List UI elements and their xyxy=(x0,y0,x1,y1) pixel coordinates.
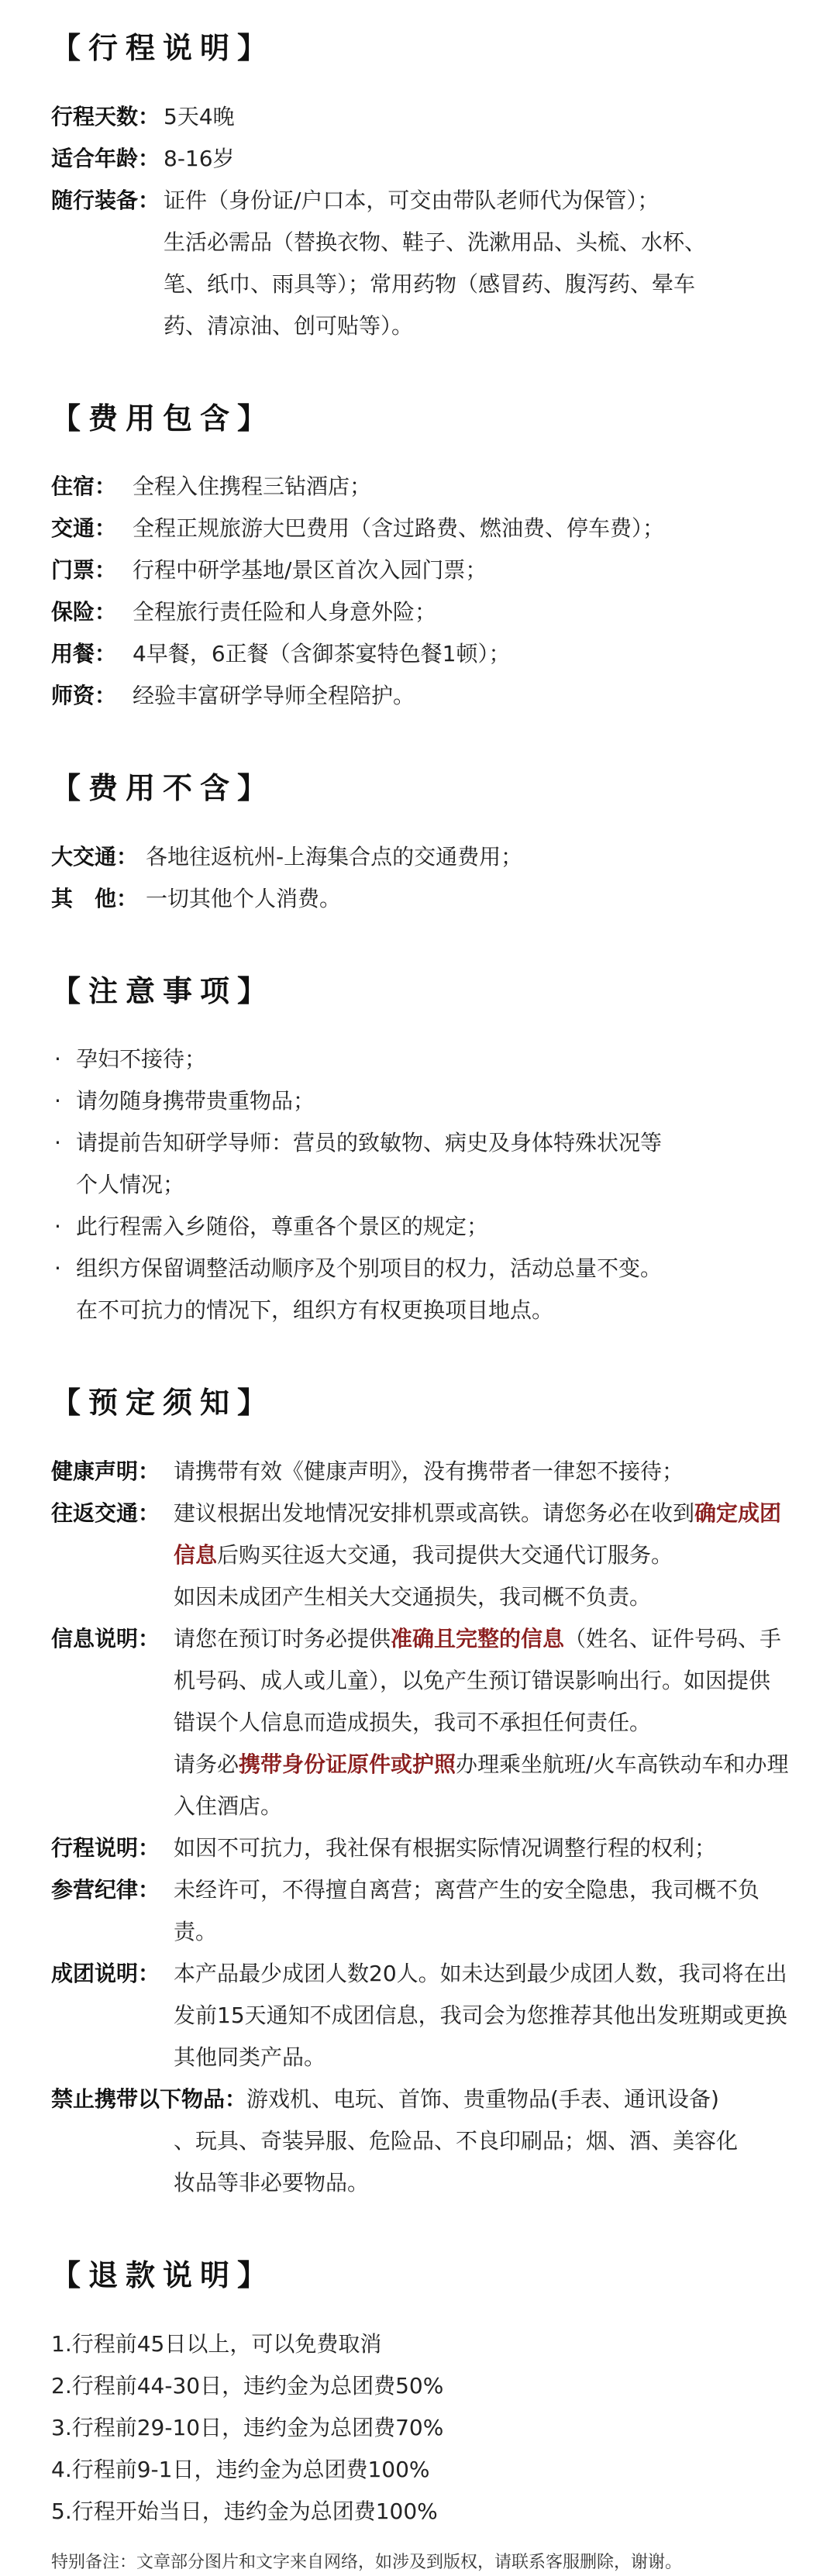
gear-line: 证件（身份证/户口本，可交由带队老师代为保管）； xyxy=(164,187,660,213)
included-row xyxy=(51,591,790,633)
info-highlight: 准确且完整的信息 xyxy=(391,1625,565,1651)
included-label: 用餐： xyxy=(51,641,117,667)
refund-item: 2.行程前44-30日，违约金为总团费50% xyxy=(51,2372,444,2399)
included-row xyxy=(51,549,790,591)
gear-row xyxy=(51,180,790,347)
included-label: 保险： xyxy=(51,599,117,625)
info-text: 请务必 xyxy=(174,1751,239,1777)
transport-value xyxy=(174,1493,790,1618)
gear-line: 笔、纸巾、雨具等）；常用药物（感冒药、腹泻药、晕车 xyxy=(164,270,696,297)
days-row xyxy=(51,96,790,138)
booking-heading: 【预定须知】 xyxy=(51,1386,275,1421)
refund-item: 1.行程前45日以上，可以免费取消 xyxy=(51,2330,382,2357)
note-line: 此行程需入乡随俗，尊重各个景区的规定； xyxy=(76,1214,489,1240)
included-label: 交通： xyxy=(51,515,117,542)
refund-item: 5.行程开始当日，违约金为总团费100% xyxy=(51,2498,438,2524)
info-row-2 xyxy=(51,1744,790,1827)
days-label: 行程天数： xyxy=(51,103,160,129)
info-row xyxy=(51,1618,790,1744)
note-line: 请提前告知研学导师：营员的致敏物、病史及身体特殊状况等 xyxy=(76,1130,663,1156)
included-value: 全程旅行责任险和人身意外险； xyxy=(133,599,437,625)
transport-row xyxy=(51,1493,790,1618)
banned-row-3 xyxy=(51,2162,790,2204)
included-value: 全程入住携程三钻酒店； xyxy=(133,474,372,500)
excluded-heading: 【费用不含】 xyxy=(51,771,275,806)
note-item xyxy=(51,1122,790,1206)
excluded-label: 其 他： xyxy=(51,885,139,911)
notes-section xyxy=(51,974,790,1332)
camp-label: 参营纪律： xyxy=(51,1876,160,1903)
transport-label: 往返交通： xyxy=(51,1500,160,1526)
included-section xyxy=(51,401,790,718)
gear-line: 生活必需品（替换衣物、鞋子、洗漱用品、头梳、水杯、 xyxy=(164,229,707,255)
info-text: 请您在预订时务必提供 xyxy=(174,1625,391,1651)
note-line: 在不可抗力的情况下，组织方有权更换项目地点。 xyxy=(76,1297,554,1324)
excluded-value: 一切其他个人消费。 xyxy=(146,885,342,911)
excluded-value: 各地往返杭州-上海集合点的交通费用； xyxy=(146,843,523,870)
health-label: 健康声明： xyxy=(51,1458,160,1484)
footnote: 特别备注：文章部分图片和文字来自网络，如涉及到版权，请联系客服删除，谢谢。 xyxy=(51,2552,683,2572)
trip-label: 行程说明： xyxy=(51,1834,160,1861)
banned-row xyxy=(51,2078,790,2120)
included-value: 经验丰富研学导师全程陪护。 xyxy=(133,683,415,709)
note-line: 孕妇不接待； xyxy=(76,1046,207,1073)
included-label: 师资： xyxy=(51,683,117,709)
health-row xyxy=(51,1451,790,1493)
age-row xyxy=(51,138,790,180)
refund-item: 3.行程前29-10日，违约金为总团费70% xyxy=(51,2414,444,2440)
included-label: 住宿： xyxy=(51,474,117,500)
trip-value: 如因不可抗力，我社保有根据实际情况调整行程的权利； xyxy=(174,1834,717,1861)
included-row xyxy=(51,675,790,717)
bullet-dot: · xyxy=(54,1214,61,1240)
excluded-label: 大交通： xyxy=(51,843,139,870)
included-heading: 【费用包含】 xyxy=(51,401,275,436)
excluded-section xyxy=(51,771,790,920)
refund-item: 4.行程前9-1日，违约金为总团费100% xyxy=(51,2456,430,2482)
group-value: 本产品最少成团人数20人。如未达到最少成团人数，我司将在出发前15天通知不成团信息，我司会为您推荐其他出发班期或更换其他同类产品。 xyxy=(174,1960,787,2070)
banned-label: 禁止携带以下物品： xyxy=(51,2085,247,2112)
info-value-2 xyxy=(174,1744,790,1827)
refund-section xyxy=(51,2258,790,2576)
transport-highlight: 确定成团信息 xyxy=(174,1500,782,1568)
excluded-row xyxy=(51,836,790,878)
transport-text: 后购买往返大交通，我司提供大交通代订服务。 xyxy=(217,1541,673,1568)
info-text: 办理乘坐航班/火车高铁动车和办理入住酒店。 xyxy=(174,1751,789,1819)
note-item xyxy=(51,1206,790,1248)
included-value: 行程中研学基地/景区首次入园门票； xyxy=(133,557,487,584)
camp-row xyxy=(51,1869,790,1953)
bullet-dot: · xyxy=(54,1088,61,1114)
age-value: 8-16岁 xyxy=(164,145,235,171)
group-row xyxy=(51,1953,790,2078)
age-label: 适合年龄： xyxy=(51,145,160,171)
included-row xyxy=(51,466,790,508)
bullet-dot: · xyxy=(54,1255,61,1282)
trip-row xyxy=(51,1827,790,1869)
refund-heading: 【退款说明】 xyxy=(51,2257,275,2292)
group-label: 成团说明： xyxy=(51,1960,160,1986)
included-value: 4早餐，6正餐（含御茶宴特色餐1顿）； xyxy=(133,641,511,667)
gear-line: 药、清凉油、创可贴等）。 xyxy=(164,312,414,339)
info-highlight: 携带身份证原件或护照 xyxy=(239,1751,456,1777)
note-line: 请勿随身携带贵重物品； xyxy=(76,1088,315,1114)
excluded-row xyxy=(51,878,790,920)
itinerary-section xyxy=(51,31,790,347)
days-value: 5天4晚 xyxy=(164,103,235,129)
note-item xyxy=(51,1038,790,1080)
gear-value xyxy=(164,180,790,347)
booking-section xyxy=(51,1386,790,2204)
info-label: 信息说明： xyxy=(51,1625,160,1651)
notes-heading: 【注意事项】 xyxy=(51,973,275,1008)
transport-text: 如因未成团产生相关大交通损失，我司概不负责。 xyxy=(174,1583,652,1610)
included-row xyxy=(51,633,790,675)
included-label: 门票： xyxy=(51,557,117,584)
note-item xyxy=(51,1248,790,1331)
note-line: 个人情况； xyxy=(76,1172,185,1198)
info-value xyxy=(174,1618,790,1744)
banned-value: 、玩具、奇装异服、危险品、不良印刷品；烟、酒、美容化 xyxy=(174,2127,739,2154)
included-row xyxy=(51,508,790,549)
transport-text: 建议根据出发地情况安排机票或高铁。请您务必在收到 xyxy=(174,1500,695,1526)
camp-value: 未经许可，不得擅自离营；离营产生的安全隐患，我司概不负责。 xyxy=(174,1876,760,1944)
bullet-dot: · xyxy=(54,1046,61,1073)
included-value: 全程正规旅游大巴费用（含过路费、燃油费、停车费）； xyxy=(133,515,665,542)
itinerary-heading: 【行程说明】 xyxy=(51,31,275,65)
banned-value: 游戏机、电玩、首饰、贵重物品(手表、通讯设备) xyxy=(246,2085,719,2112)
health-value: 请携带有效《健康声明》，没有携带者一律恕不接待； xyxy=(174,1458,684,1484)
note-item xyxy=(51,1080,790,1122)
bullet-dot: · xyxy=(54,1130,61,1156)
gear-label: 随行装备： xyxy=(51,187,160,213)
note-line: 组织方保留调整活动顺序及个别项目的权力，活动总量不变。 xyxy=(76,1255,663,1282)
banned-row-2 xyxy=(51,2120,790,2162)
info-text: （姓名、证件号码、手机号码、成人或儿童），以免产生预订错误影响出行。如因提供错误个人信息而造成损失，我司不承担任何责任。 xyxy=(174,1625,782,1735)
banned-value: 妆品等非必要物品。 xyxy=(174,2169,370,2195)
